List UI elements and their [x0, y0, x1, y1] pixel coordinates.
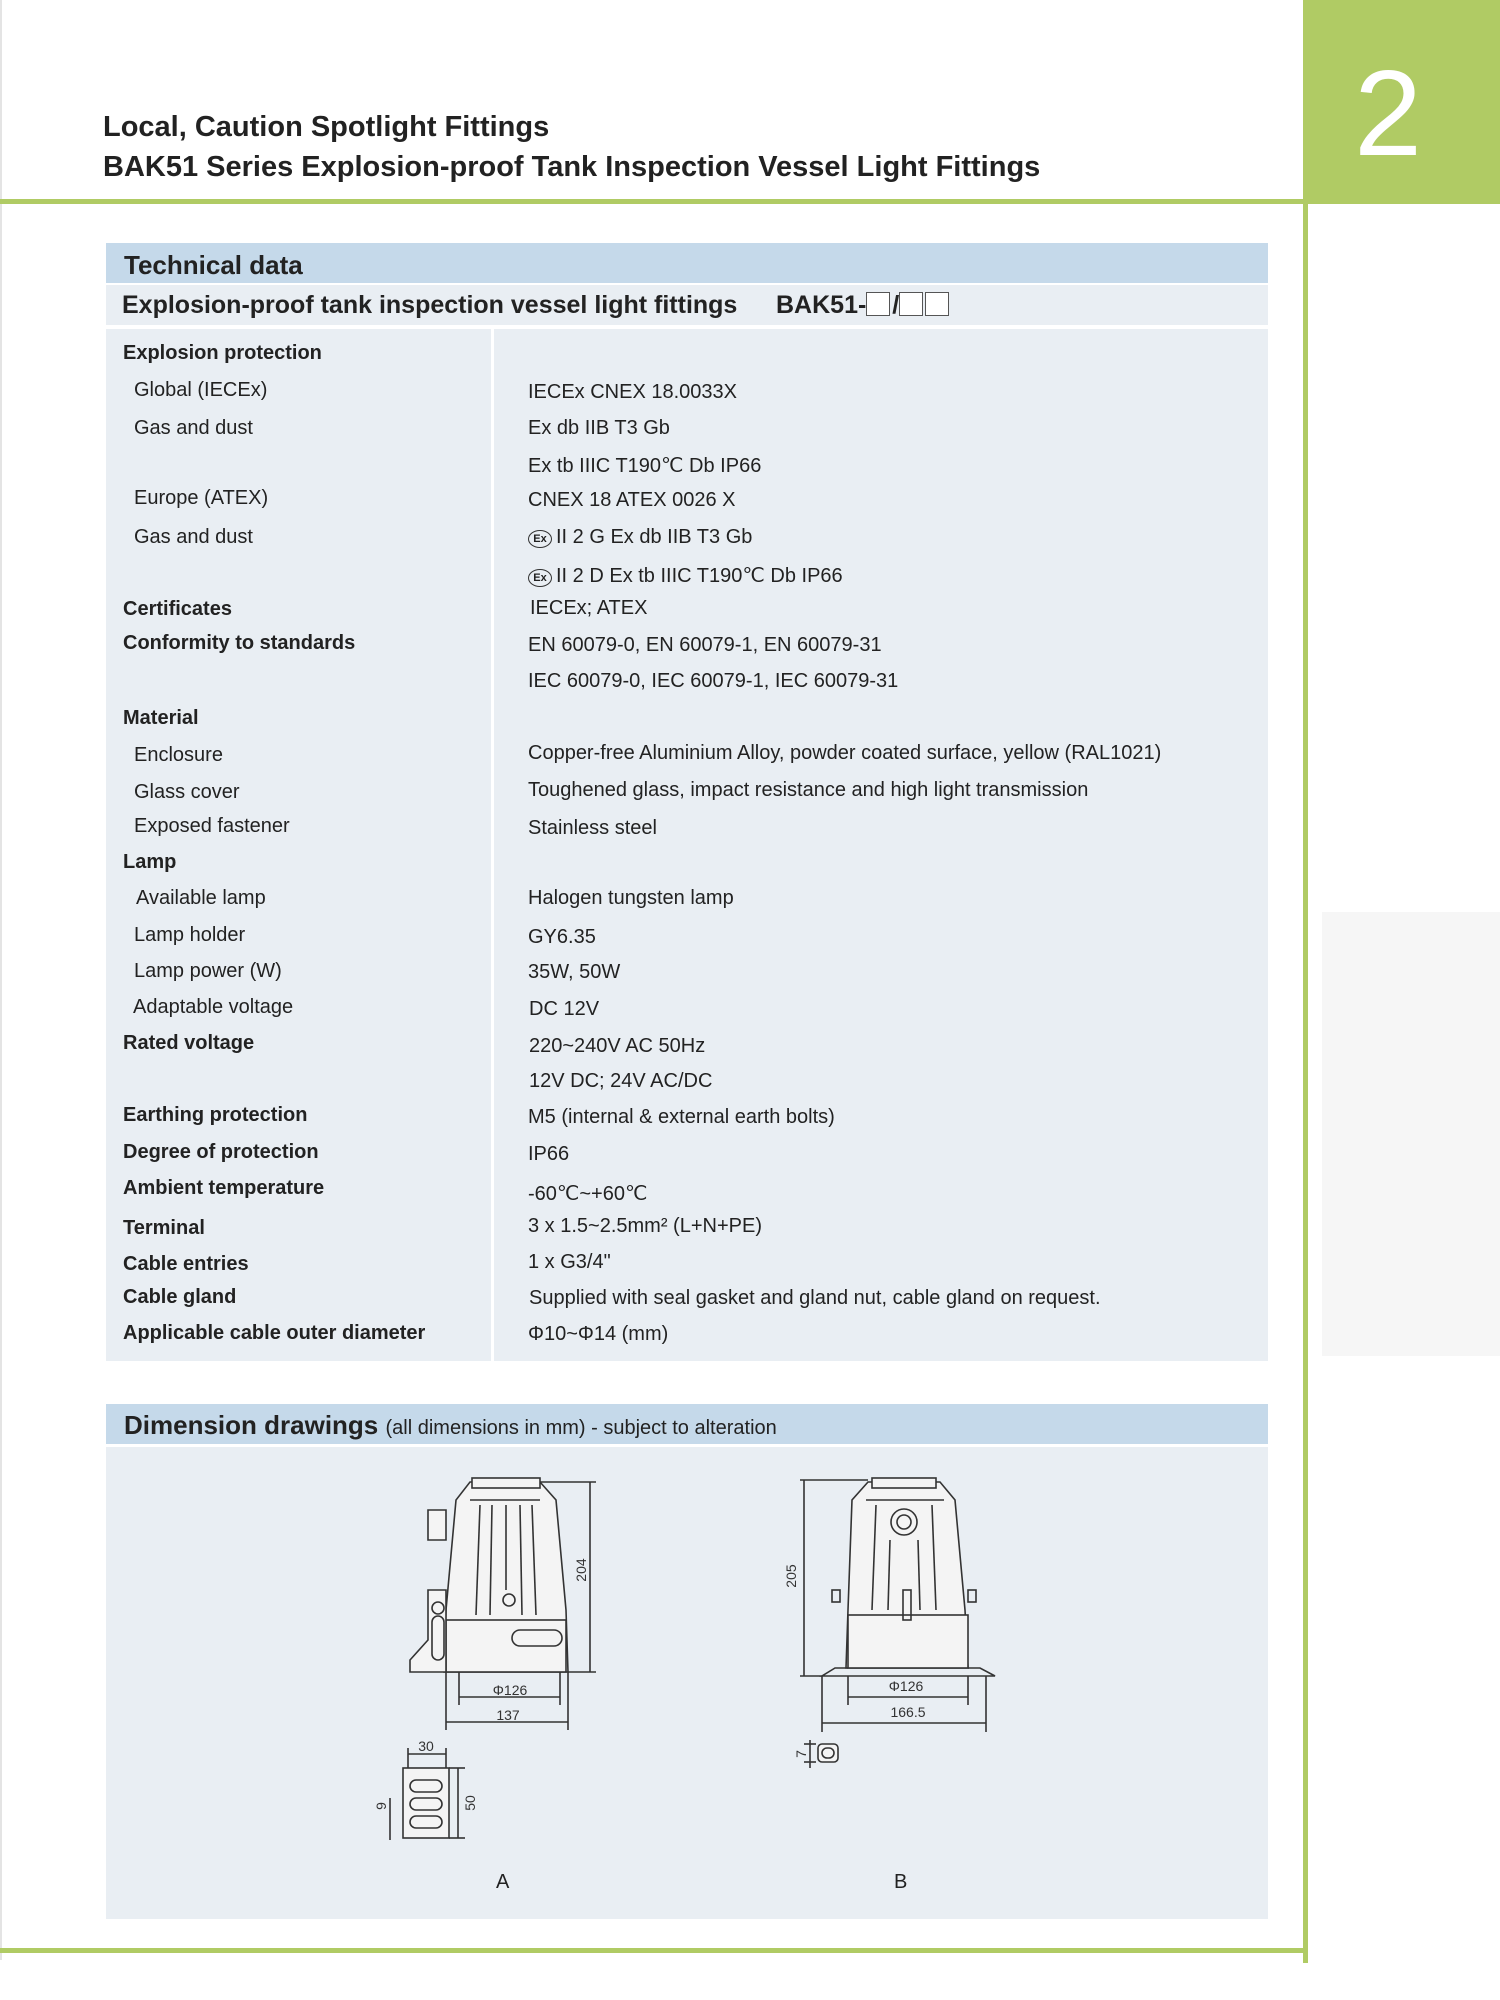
row-label: Available lamp: [136, 887, 266, 909]
dim-a-width: 137: [496, 1707, 520, 1723]
row-value: -60℃~+60℃: [528, 1183, 648, 1205]
row-label: Terminal: [123, 1217, 205, 1239]
row-value: Ex db IIB T3 Gb: [528, 417, 670, 439]
row-value: 35W, 50W: [528, 961, 621, 983]
row-label: Exposed fastener: [134, 815, 290, 837]
row-value: Stainless steel: [528, 817, 657, 839]
dim-a-bracket-height: 50: [462, 1795, 478, 1811]
technical-data-heading: Technical data: [124, 250, 303, 280]
row-value: IECEx CNEX 18.0033X: [528, 381, 737, 403]
row-label: Certificates: [123, 598, 232, 620]
row-label: Earthing protection: [123, 1104, 308, 1126]
row-label: Lamp: [123, 851, 177, 873]
chapter-number: 2: [1354, 45, 1422, 181]
row-label: Gas and dust: [134, 526, 253, 548]
row-label: Rated voltage: [123, 1032, 255, 1054]
row-value: Halogen tungsten lamp: [528, 887, 734, 909]
dim-b-width: 166.5: [890, 1704, 926, 1720]
row-label: Lamp power (W): [134, 960, 282, 982]
page-title-category: Local, Caution Spotlight Fittings: [103, 111, 550, 143]
dim-b-slot: 7: [793, 1750, 809, 1758]
row-value: IP66: [528, 1143, 570, 1165]
drawing-a-caption: A: [496, 1871, 510, 1893]
row-label: Ambient temperature: [123, 1177, 325, 1199]
row-value: 220~240V AC 50Hz: [529, 1035, 706, 1057]
row-value: GY6.35: [528, 926, 596, 948]
atex-dust-marking: II 2 D Ex tb IIIC T190℃ Db IP66: [556, 565, 843, 587]
dimension-title: Dimension drawings: [124, 1410, 379, 1440]
row-value: DC 12V: [529, 998, 600, 1020]
dim-a-slot: 9: [373, 1802, 389, 1810]
row-label: Conformity to standards: [123, 632, 356, 654]
row-label: Cable entries: [123, 1253, 249, 1275]
row-label: Enclosure: [134, 744, 223, 766]
dim-a-diameter: Φ126: [492, 1682, 528, 1698]
row-value: 12V DC; 24V AC/DC: [529, 1070, 713, 1092]
row-label: Degree of protection: [123, 1141, 319, 1163]
model-code: BAK51- /: [776, 291, 951, 320]
row-value: IEC 60079-0, IEC 60079-1, IEC 60079-31: [528, 670, 899, 692]
row-label: Lamp holder: [134, 924, 246, 946]
row-value: 3 x 1.5~2.5mm² (L+N+PE): [528, 1215, 762, 1237]
drawing-b: [800, 1478, 995, 1768]
dim-a-height: 204: [573, 1558, 589, 1582]
product-name: Explosion-proof tank inspection vessel light fittings: [122, 291, 738, 319]
row-label: Adaptable voltage: [133, 996, 294, 1018]
row-value: EN 60079-0, EN 60079-1, EN 60079-31: [528, 634, 882, 656]
row-label: Material: [123, 707, 199, 729]
row-label: Europe (ATEX): [134, 487, 269, 509]
row-label: Glass cover: [134, 781, 240, 803]
drawing-b-caption: B: [894, 1871, 908, 1893]
row-value: CNEX 18 ATEX 0026 X: [528, 489, 736, 511]
row-value: Φ10~Φ14 (mm): [528, 1323, 669, 1345]
row-label: Global (IECEx): [134, 379, 268, 401]
row-value: IECEx; ATEX: [530, 597, 648, 619]
row-value: Toughened glass, impact resistance and high light transmission: [528, 779, 1089, 801]
row-value: M5 (internal & external earth bolts): [528, 1106, 835, 1128]
row-value: 1 x G3/4": [528, 1251, 611, 1273]
row-label: Applicable cable outer diameter: [123, 1322, 426, 1344]
atex-ex-icon: Ex: [528, 569, 552, 587]
row-value: Supplied with seal gasket and gland nut, cable gland on request.: [529, 1287, 1101, 1309]
atex-gas-marking: II 2 G Ex db IIB T3 Gb: [556, 526, 753, 548]
page-title-product: BAK51 Series Explosion-proof Tank Inspection Vessel Light Fittings: [103, 151, 1041, 183]
dim-a-bracket-width: 30: [418, 1738, 434, 1754]
model-prefix: BAK51-: [776, 291, 867, 319]
row-label: Explosion protection: [123, 342, 322, 364]
row-value: Copper-free Aluminium Alloy, powder coated surface, yellow (RAL1021): [528, 742, 1162, 764]
atex-ex-icon: Ex: [528, 530, 552, 548]
row-label: Gas and dust: [134, 417, 253, 439]
drawing-a: [390, 1478, 596, 1840]
row-value: Ex tb IIIC T190℃ Db IP66: [528, 455, 762, 477]
row-label: Cable gland: [123, 1286, 237, 1308]
dim-b-diameter: Φ126: [888, 1678, 924, 1694]
dim-b-height: 205: [783, 1564, 799, 1588]
dimension-note: (all dimensions in mm) - subject to alteration: [385, 1417, 777, 1439]
